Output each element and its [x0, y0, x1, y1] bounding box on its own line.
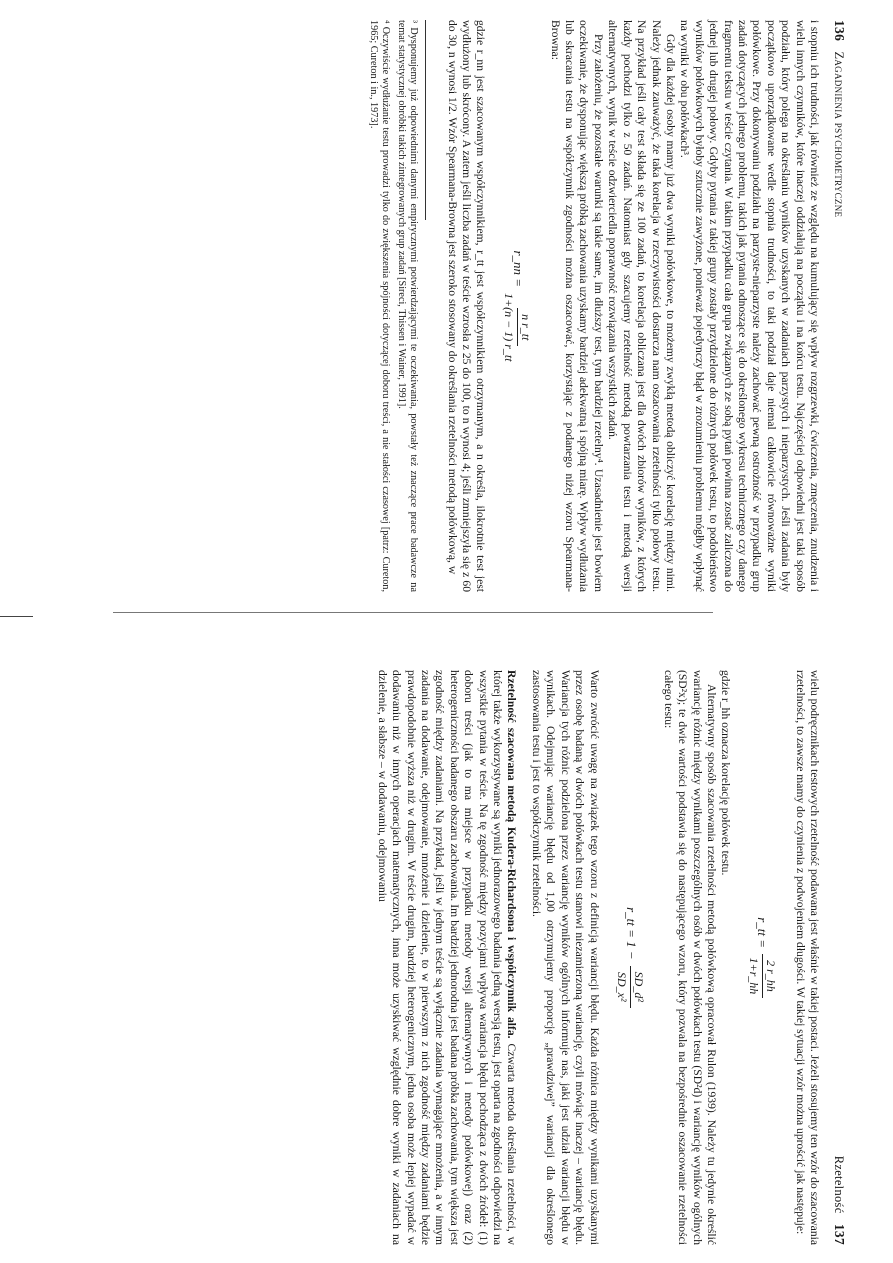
paragraph: wielu podręcznikach testowych rzetelność podawana jest właśnie w takiej postaci. Jeżeli stosujemy ten wzór do szacowania rzetelności, to zawsze mamy do czynienia z podwojeniem długości. W takiej sytuacji wzór można uprościć jak następuje: — [793, 670, 821, 1245]
left-page — [0, 0, 893, 620]
formula-lhs: r_tt = — [755, 917, 771, 949]
paragraph: Warto zwrócić uwagę na związek tego wzoru z definicją wariancji błędu. Każda różnica między wynikami uzyskanymi przez osobę badaną w dwóch połówkach testu stanowi niezamierzoną wariancję, czyli mówiąc inaczej – wariancję błędu. Wariancja tych różnic podzielona przez wariancję wyników ogólnych informuje nas, jaki jest udział wariancji błędu w wynikach. Odejmując wariancję błędu od 1,00 otrzymujemy proporcję „prawdziwej” wariancji dla określonego zastosowania testu i jest to współczynnik rzetelności. — [529, 670, 601, 1245]
section-heading: Rzetelność szacowana metodą Kudera-Richardsona i współczynnik alfa. — [505, 670, 519, 1039]
paragraph: gdzie r_hh oznacza korelację połówek testu. — [719, 670, 733, 876]
paragraph: Przy założeniu, że pozostałe warunki są takie same, im dłuższy test, tym bardziej rzetelny⁴. Uzasadnienie jest bowiem oczekiwanie, że dysponując większą próbką zachowania uzyskamy bardziej adekwatną i spójną miarę. Wpływ wydłużania lub skracania testu na współczynnik zgodności można oszacować, korzystając z podanego niżej wzoru Spearmana-Browna: — [548, 20, 605, 592]
paragraph: gdzie r_nn jest szacowanym współczynnikiem, r_tt jest współczynnikiem otrzymanym, a n określa, ilokrotnie test jest wydłużony lub skrócony. A zatem jeśli liczba zadań w teście wzrosła z 25 do 100, to n wynosi 4; jeśli zmniejszyła się z 60 do 30, n wynosi 1/2. Wzór Spearmana-Browna jest szeroko stosowany do określania rzetelności metodą połówkową, w — [445, 20, 488, 592]
formula-fraction — [501, 293, 533, 362]
formula-numerator: n r_tt — [517, 308, 533, 346]
formula-fraction — [746, 954, 778, 998]
formula-denominator: SD_x² — [614, 971, 629, 1002]
footnote: ⁴ Oczywiście wydłużanie testu prowadzi tylko do zwiększenia spójności dotyczącej doboru treści, a nie stałości czasowej [patrz: Cureton, 1965; Cureton i in., 1973]. — [368, 20, 392, 592]
gutter-line — [113, 612, 713, 613]
running-header-left — [831, 20, 847, 592]
section-paragraph — [374, 670, 518, 1245]
formula-denominator: 1+(n − 1) r_tt — [501, 293, 516, 362]
formula-lhs: r_nn = — [510, 250, 526, 288]
footnote-rule — [425, 20, 426, 220]
rulon-formula — [615, 670, 647, 1245]
running-head-left: Zagadnienia psychometryczne — [832, 51, 846, 218]
gutter — [0, 612, 893, 613]
left-body — [444, 20, 821, 592]
section-text: Czwarta metoda określania rzetelności, w której także wykorzystywane są wyniki jednorazowego badania jedną wersją testu, jest oparta na zgodności odpowiedzi na wszystkie pytania w teście. Na tę zgodność między pozycjami wpływa wariancja błędu pochodząca z dwóch źródeł: (1) doboru treści (jak to ma miejsce w przypadku metody wersji alternatywnych i metody połówkowej) oraz (2) heterogeniczności badanego obszaru zachowania. Im bardziej jednorodna jest badana próbka zachowania, tym większa jest zgodność między zadaniami. Na przykład, jeśli w jednym teście są wyłącznie zadania wymagające mnożenia, a w innym zadania na dodawanie, odejmowanie, mnożenie i dzielenie, to w pierwszym z nich zgodność między zadaniami będzie prawdopodobnie wyższa niż w drugim. W teście drugim, bardziej heterogenicznym, jedna osoba może lepiej wypadać w dodawaniu niż w innych operacjach matematycznych, inna może uzyskiwać względnie dobre wyniki w zadaniach na dzielenie, a słabsze – w dodawaniu, odejmowaniu — [375, 670, 519, 1245]
formula-numerator: 2 r_hh — [762, 954, 778, 998]
formula-numerator: SD_d² — [630, 966, 646, 1008]
page-number-right: 137 — [832, 1223, 847, 1245]
paragraph: Gdy dla każdej osoby mamy już dwa wyniki połówkowe, to możemy zwykłą metodą obliczyć korelację między nimi. Należy jednak zauważyć, że taka korelacja w rzeczywistości dostarcza nam oszacowania rzetelności tylko połowy testu. Na przykład jeśli cały test składa się ze 100 zadań, to korelacja obliczana jest dla dwóch zbiorów wyników, z których każdy pochodzi tylko z 50 zadań. Natomiast gdy szacujemy rzetelność metodą powtarzania testu i metodą wersji alternatywnych, wynik w teście odzwierciedla poprawność rozwiązania wszystkich zadań. — [606, 20, 677, 592]
paragraph: Alternatywny sposób szacowania rzetelności metodą połówkową opracował Rulon (1939). Należy tu jedynie określić wariancję różnic między wynikami poszczególnych osób w dwóch połówkach testu (SD²d) i wariancję wyników ogólnych (SD²x); te dwie wartości podstawia się do następującego wzoru, który pozwala na bezpośrednie oszacowanie rzetelności całego testu: — [661, 670, 718, 1245]
gutter-mark — [0, 616, 33, 617]
formula-fraction — [615, 966, 647, 1008]
paragraph: i stopniu ich trudności, jak również ze względu na kumulujący się wpływ rozgrzewki, ćwiczenia, zmęczenia, znudzenia i wielu innych czynników, które inaczej oddziałują na początku i na końcu testu. Najczęściej odpowiedni jest taki sposób podziału, który polega na określaniu wyników uzyskanych w zadaniach parzystych i nieparzystych. Jeśli zadania były początkowo uporządkowane wedle stopnia trudności, to taki podział daje niemal całkowicie równoważne wyniki połówkowe. Przy dokonywaniu podziału na parzyste-nieparzyste należy zachować pewną ostrożność w przypadku grup zadań dotyczących jednego problemu, takich jak pytania odnoszące się do określonego wykresu technicznego czy danego fragmentu tekstu w teście czytania. W takim przypadku cała grupa związanych ze sobą pytań powinna zostać zaliczona do jednej lub drugiej połowy. Gdyby pytania z takiej grupy zostały przydzielone do różnych połówek testu, to podobieństwo wyników połówkowych byłoby sztucznie zawyżone, ponieważ pojedynczy błąd w zrozumieniu problemu mógłby wpłynąć na wyniki w obu połówkach³. — [678, 20, 821, 592]
formula-denominator: 1+r_hh — [746, 957, 761, 995]
page-number-left: 136 — [832, 20, 847, 42]
running-header-right — [831, 670, 847, 1245]
formula-lhs: r_tt = 1 − — [623, 907, 639, 960]
right-body — [374, 670, 821, 1245]
spearman-brown-formula — [501, 20, 533, 592]
footnote: ³ Dysponujemy już odpowiednimi danymi empirycznymi potwierdzającymi te oczekiwania, powstały też znaczące prace badawcze na temat statystycznej obróbki takich zintegrowanych grup zadań [Sireci, Thissen i Wainer, 1991]. — [395, 20, 420, 592]
split-half-formula — [746, 670, 778, 1245]
right-page — [0, 640, 893, 1263]
running-head-right: Rzetelność — [832, 1155, 846, 1214]
